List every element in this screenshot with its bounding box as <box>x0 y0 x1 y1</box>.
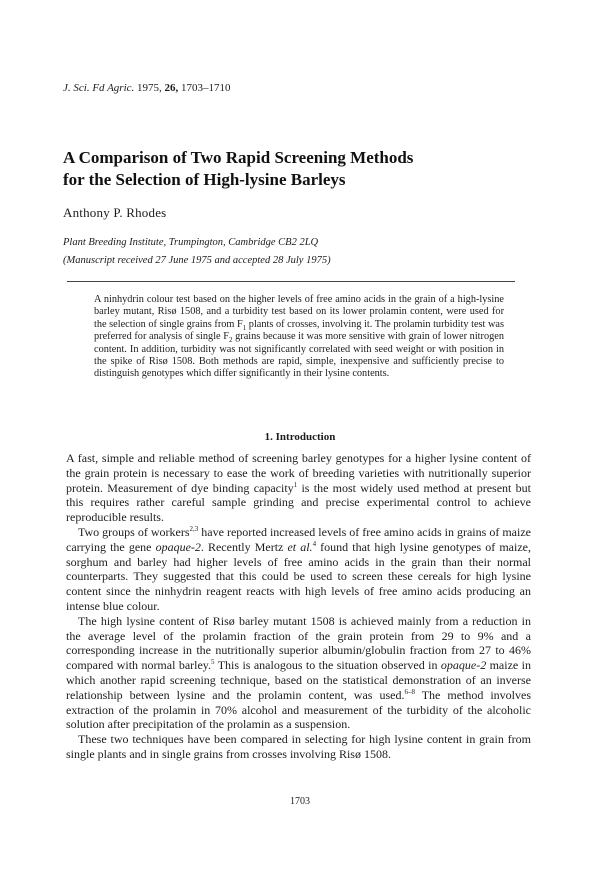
abstract-text-1: A ninhydrin colour test based on the higher levels of free amino acids in the grain of a high-lysine barley mutant, Risø 1508, and a turbidity test based on its lower prolamin content, were used for the selection of single grains from F <box>94 294 504 330</box>
reference-superscript: 1 <box>293 480 298 489</box>
text: A fast, simple and reliable method of screening barley genotypes for a higher lysine content of the grain protein is necessary to ease the work of breeding varieties with nutritionally superior protein. Measurement of dye binding capacity <box>66 451 531 495</box>
text: is the most widely used method at present but this requires rather careful sample grinding and precise experimental control to achieve reproducible results. <box>66 480 531 525</box>
abstract-text-2: plants of crosses, involving it. The prolamin turbidity test was preferred for analysis of single F <box>94 318 505 343</box>
paper-title <box>63 147 413 191</box>
journal-citation <box>63 82 231 94</box>
affiliation: Plant Breeding Institute, Trumpington, Cambridge CB2 2LQ <box>63 237 319 248</box>
journal-name: J. Sci. Fd Agric. <box>63 82 135 94</box>
text: The high lysine content of Risø barley mutant 1508 is achieved mainly from a reduction in the average level of the prolamin fraction of the grain protein from 29 to 9% and a corresponding increase in the nutritionally superior albumin/globulin fraction from 27 to 46% compared with normal barley. <box>66 613 531 673</box>
subscript-f2: 2 <box>229 336 233 345</box>
paragraph-2 <box>66 525 531 614</box>
et-al: et al. <box>287 539 313 554</box>
author-name: Anthony P. Rhodes <box>63 205 167 220</box>
text: Two groups of workers <box>78 524 190 539</box>
title-line-2: for the Selection of High-lysine Barleys <box>63 170 346 189</box>
text: found that high lysine genotypes of maize, sorghum and barley had higher levels of free amino acids in the grain than their normal counterparts. They suggested that this could be used to screen these cereals for high lysine content since the ninhydrin reagent reacts with high levels of free amino acids producing an intense blue colour. <box>66 539 531 613</box>
reference-superscript: 4 <box>312 539 317 548</box>
abstract-text-3: grains because it was more sensitive with grain of lower nitrogen content. In addition, turbidity was not significantly correlated with seed weight or with position in the spike of Risø 1508. Both methods are rapid, simple, inexpensive and sufficiently precise to distinguish genotypes which differ significantly in their lysine contents. <box>94 331 504 380</box>
citation-volume: 26, <box>164 82 179 94</box>
text: have reported increased levels of free amino acids in grains of maize carrying the gene <box>66 524 531 554</box>
header-divider <box>67 281 515 282</box>
gene-name: opaque-2 <box>155 539 201 554</box>
affiliation-block <box>63 234 331 270</box>
text: The method involves extraction of the prolamin in 70% alcohol and measurement of the turbidity of the alcoholic solution after precipitation of the prolamin as a suspension. <box>66 687 531 732</box>
text: . Recently Mertz <box>200 539 288 554</box>
reference-superscript: 2,3 <box>189 524 199 533</box>
citation-pages: 1703–1710 <box>181 82 231 94</box>
reference-superscript: 5 <box>211 658 215 667</box>
gene-name: opaque-2 <box>440 658 487 673</box>
reference-superscript: 6–8 <box>404 687 415 696</box>
paragraph-3 <box>66 614 531 732</box>
text: These two techniques have been compared in selecting for high lysine content in grain from single plants and in single grains from crosses involving Risø 1508. <box>66 732 531 761</box>
paragraph-1 <box>66 451 531 525</box>
paragraph-4 <box>66 732 531 762</box>
title-line-1: A Comparison of Two Rapid Screening Methods <box>63 148 414 167</box>
text: maize in which another rapid screening technique, based on the statistical demonstration of an inverse relationship between lysine and the prolamin content, was used. <box>66 658 531 702</box>
abstract <box>94 294 504 381</box>
manuscript-dates: (Manuscript received 27 June 1975 and accepted 28 July 1975) <box>63 255 331 266</box>
text: This is analogous to the situation observed in <box>214 658 441 673</box>
section-heading-introduction: 1. Introduction <box>264 431 336 443</box>
introduction-body <box>66 451 531 762</box>
subscript-f1: 1 <box>242 323 247 332</box>
page-number: 1703 <box>290 796 310 807</box>
citation-year: 1975, <box>137 82 162 94</box>
